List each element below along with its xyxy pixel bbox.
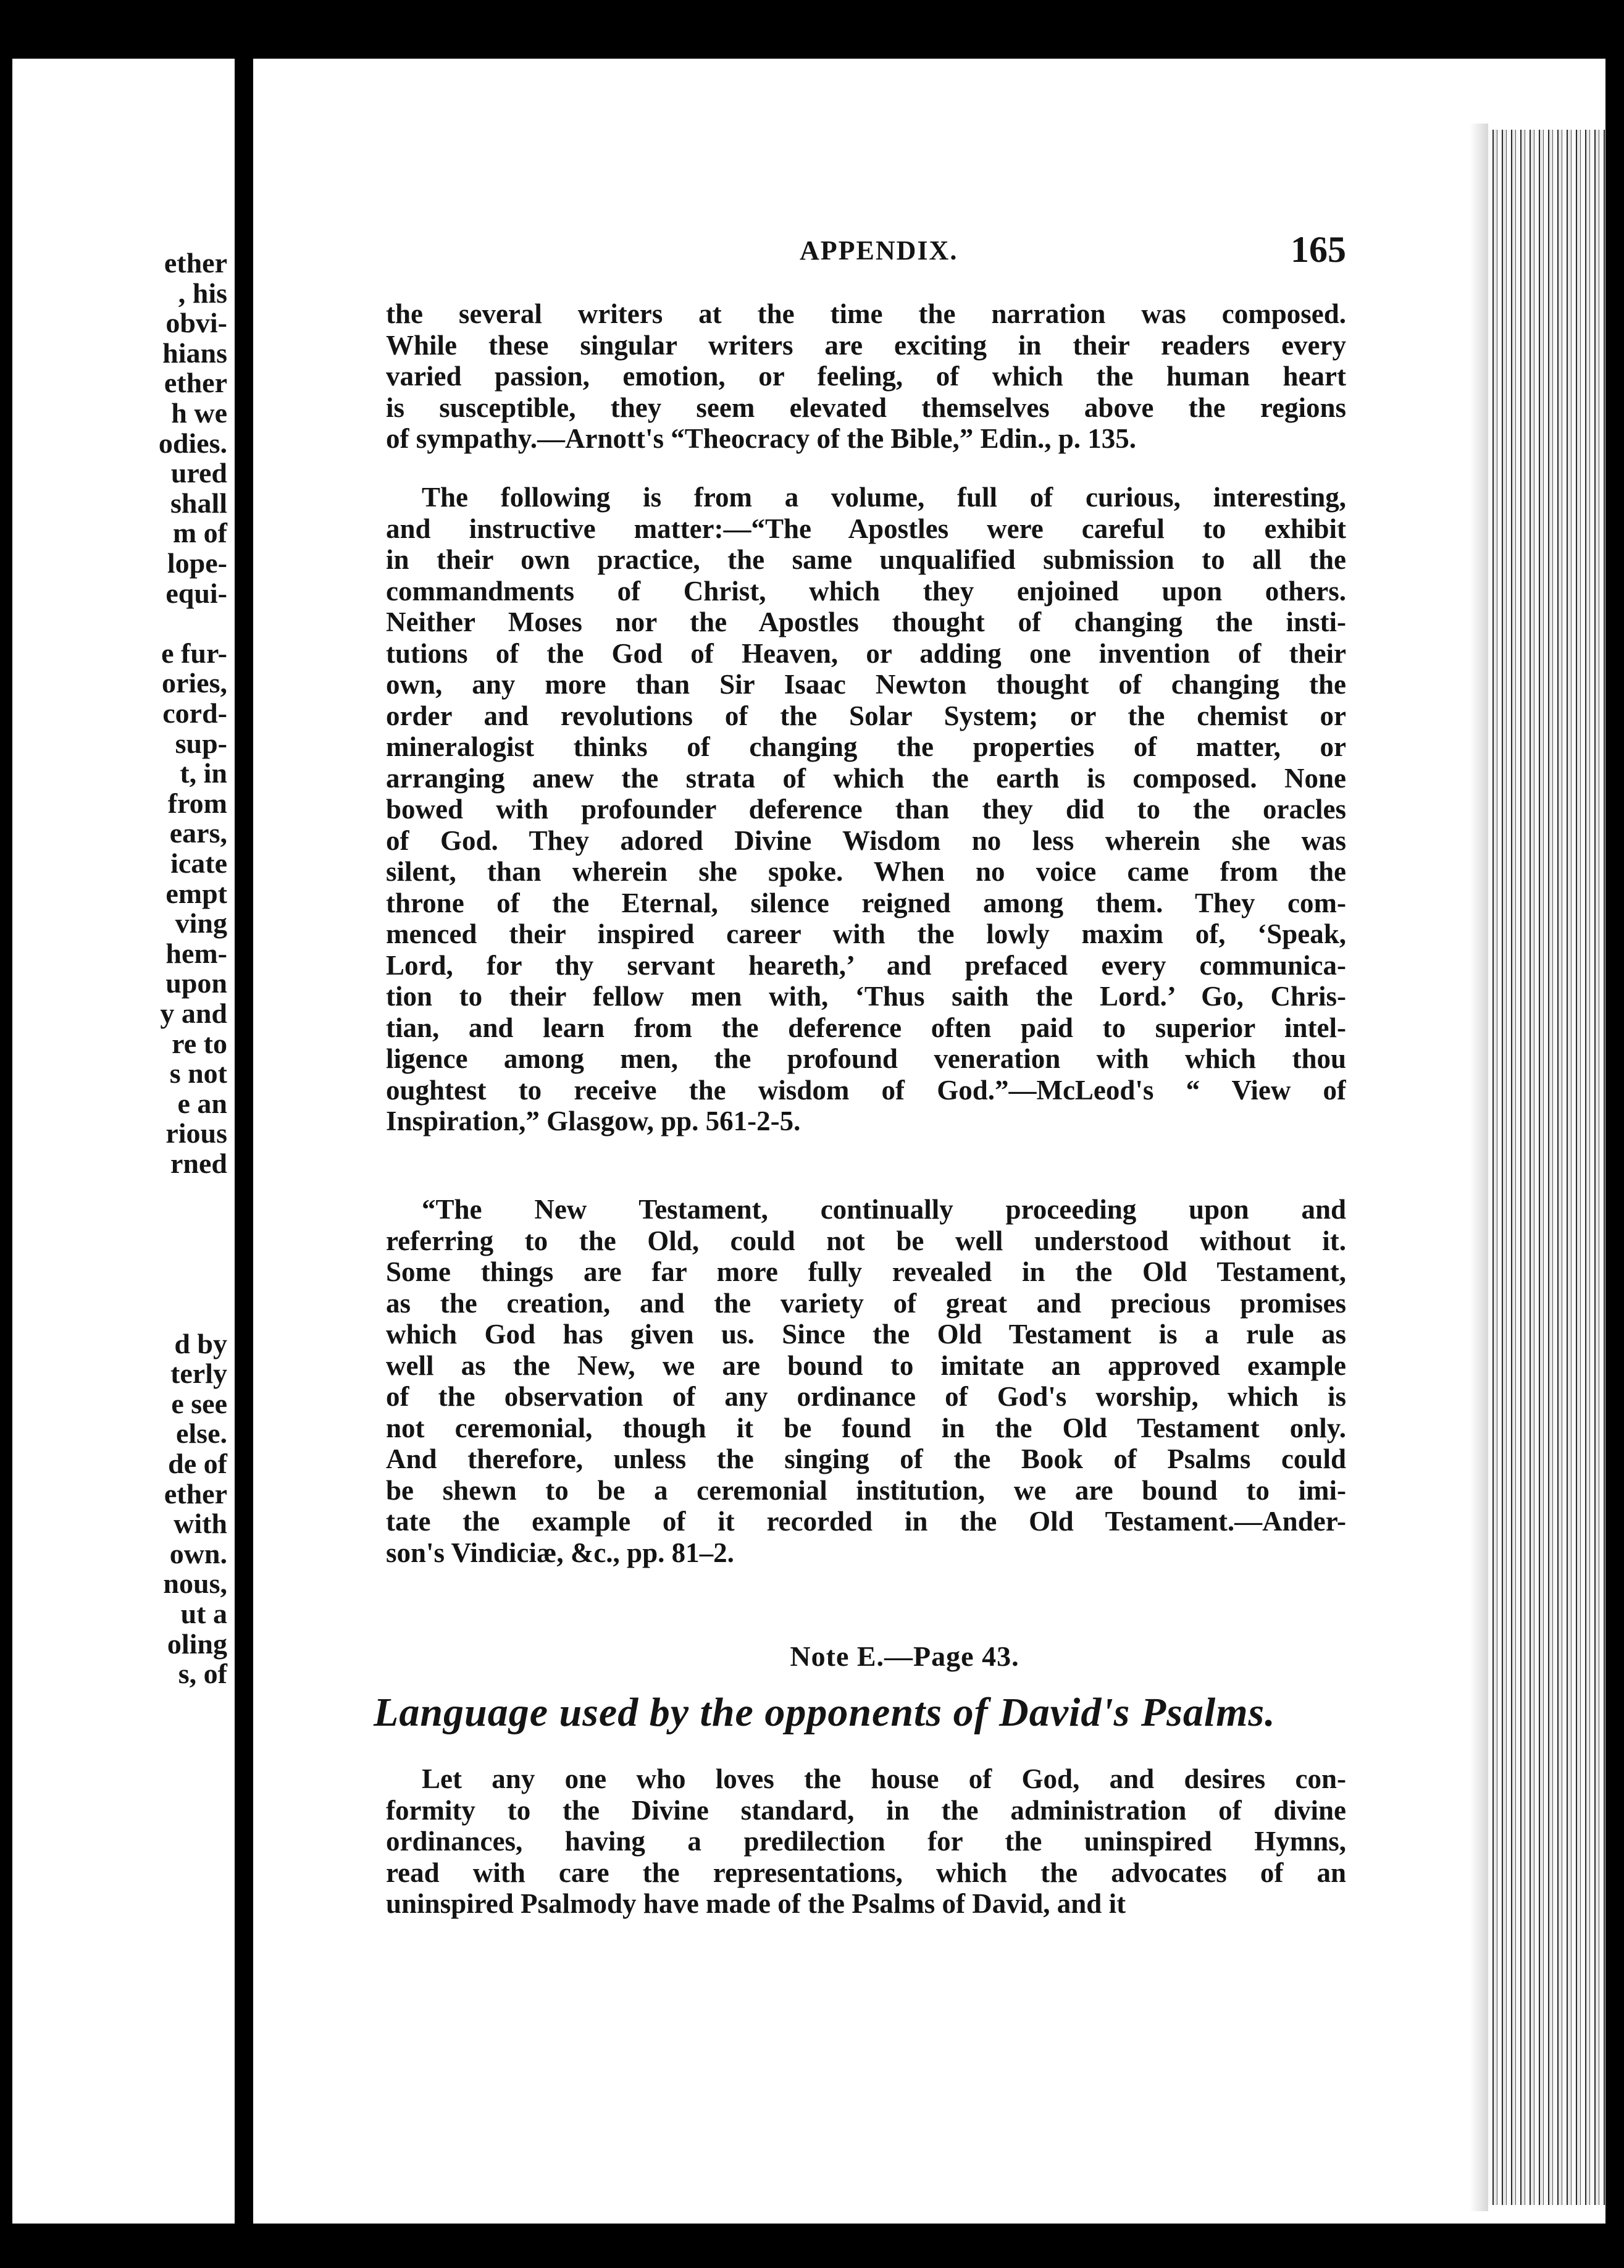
previous-page-text-fragment: ether bbox=[164, 247, 227, 279]
text-line: order and revolutions of the Solar System; or the chemist or bbox=[386, 700, 1346, 731]
paragraph-continuation bbox=[386, 298, 1346, 455]
text-line: While these singular writers are exciting in their readers every bbox=[386, 329, 1346, 361]
previous-page-text-fragment: nous, bbox=[163, 1568, 227, 1600]
text-line: The following is from a volume, full of curious, interesting, bbox=[422, 482, 1346, 513]
previous-page-text-fragment: e see bbox=[171, 1387, 227, 1419]
text-line: varied passion, emotion, or feeling, of which the human heart bbox=[386, 361, 1346, 392]
running-head bbox=[253, 229, 1346, 278]
previous-page-text-fragment: from bbox=[167, 787, 227, 819]
previous-page-text-fragment: d by bbox=[174, 1327, 227, 1359]
text-line: tutions of the God of Heaven, or adding one invention of their bbox=[386, 637, 1346, 669]
previous-page-text-fragment: ving bbox=[175, 907, 227, 939]
text-line: throne of the Eternal, silence reigned among them. They com- bbox=[386, 887, 1346, 918]
paragraph-opponents bbox=[386, 1763, 1346, 1920]
previous-page-text-fragment: odies. bbox=[158, 427, 227, 459]
text-line: Lord, for thy servant heareth,’ and prefaced every communica- bbox=[386, 949, 1346, 981]
text-line: Inspiration,” Glasgow, pp. 561-2-5. bbox=[386, 1106, 801, 1136]
paragraph-mcleod-quote bbox=[386, 482, 1346, 1137]
previous-page-text-fragment: re to bbox=[172, 1027, 227, 1059]
previous-page-text-fragment: equi- bbox=[165, 577, 227, 609]
text-line: of the observation of any ordinance of God's worship, which is bbox=[386, 1381, 1346, 1412]
previous-page-text-fragment: icate bbox=[170, 847, 227, 879]
previous-page-text-fragment: t, in bbox=[180, 757, 227, 789]
previous-page-text-fragment: with bbox=[174, 1508, 227, 1540]
text-line: son's Vindiciæ, &c., pp. 81–2. bbox=[386, 1537, 734, 1568]
previous-page-text-fragment: shall bbox=[170, 487, 227, 519]
text-line: Neither Moses nor the Apostles thought of changing the insti- bbox=[386, 607, 1346, 637]
previous-page-text-fragment: ears, bbox=[169, 817, 227, 849]
text-line: referring to the Old, could not be well understood without it. bbox=[386, 1225, 1346, 1256]
text-line: which God has given us. Since the Old Testament is a rule as bbox=[386, 1319, 1346, 1350]
text-line: in their own practice, the same unqualified submission to all the bbox=[386, 544, 1346, 575]
previous-page-text-fragment: oling bbox=[167, 1628, 227, 1660]
text-line: be shewn to be a ceremonial institution, we are bound to imi- bbox=[386, 1474, 1346, 1506]
previous-page-text-fragment: obvi- bbox=[165, 307, 227, 339]
previous-page-text-fragment: lope- bbox=[167, 547, 227, 579]
previous-page-text-fragment: ut a bbox=[180, 1598, 227, 1629]
text-line: silent, than wherein she spoke. When no voice came from the bbox=[386, 856, 1346, 887]
text-line: “The New Testament, continually proceeding upon and bbox=[422, 1194, 1346, 1225]
text-line: bowed with profounder deference than they did to the oracles bbox=[386, 794, 1346, 825]
text-line: Some things are far more fully revealed in the Old Testament, bbox=[386, 1256, 1346, 1287]
text-line: tion to their fellow men with, ‘Thus saith the Lord.’ Go, Chris- bbox=[386, 981, 1346, 1012]
text-line: is susceptible, they seem elevated themselves above the regions bbox=[386, 392, 1346, 423]
text-line: the several writers at the time the narration was composed. bbox=[386, 298, 1346, 329]
book-gutter bbox=[235, 0, 253, 2268]
text-line: arranging anew the strata of which the earth is composed. None bbox=[386, 762, 1346, 794]
text-line: oughtest to receive the wisdom of God.”—McLeod's “ View of bbox=[386, 1074, 1346, 1106]
previous-page-text-fragment: sup- bbox=[175, 727, 227, 759]
text-line: tate the example of it recorded in the Old Testament.—Ander- bbox=[386, 1506, 1346, 1537]
text-line: not ceremonial, though it be found in the Old Testament only. bbox=[386, 1412, 1346, 1443]
previous-page-text-fragment: upon bbox=[165, 967, 227, 999]
page-number: 165 bbox=[1291, 229, 1346, 270]
previous-page-text-fragment: ether bbox=[164, 1477, 227, 1510]
text-line: mineralogist thinks of changing the properties of matter, or bbox=[386, 731, 1346, 762]
previous-page-text-fragment: terly bbox=[170, 1358, 227, 1390]
previous-page-fragment bbox=[12, 59, 235, 2224]
page-curve-shadow bbox=[1470, 124, 1488, 2211]
previous-page-text-fragment: h we bbox=[171, 397, 227, 429]
running-title: APPENDIX. bbox=[800, 235, 958, 266]
text-line: own, any more than Sir Isaac Newton thought of changing the bbox=[386, 669, 1346, 700]
text-line: Let any one who loves the house of God, and desires con- bbox=[422, 1763, 1346, 1794]
book-page bbox=[253, 59, 1470, 2224]
section-title: Language used by the opponents of David's Psalms. bbox=[374, 1690, 1276, 1735]
text-line: ligence among men, the profound veneration with which thou bbox=[386, 1043, 1346, 1074]
previous-page-text-fragment: y and bbox=[160, 998, 227, 1029]
previous-page-text-fragment: ether bbox=[164, 367, 227, 399]
previous-page-text-fragment: hians bbox=[162, 337, 227, 369]
text-line: and instructive matter:—“The Apostles were careful to exhibit bbox=[386, 513, 1346, 544]
previous-page-text-fragment: rious bbox=[165, 1117, 227, 1149]
text-line: And therefore, unless the singing of the Book of Psalms could bbox=[386, 1443, 1346, 1474]
previous-page-text-fragment: m of bbox=[172, 517, 227, 549]
text-line: formity to the Divine standard, in the administration of divine bbox=[386, 1794, 1346, 1826]
previous-page-text-fragment: s, of bbox=[178, 1658, 227, 1690]
previous-page-text-fragment: hem- bbox=[165, 937, 227, 969]
previous-page-text-fragment: de of bbox=[168, 1448, 227, 1479]
previous-page-text-fragment: empt bbox=[165, 877, 227, 909]
text-line: menced their inspired career with the lowly maxim of, ‘Speak, bbox=[386, 918, 1346, 949]
previous-page-text-fragment: e fur- bbox=[161, 637, 227, 669]
previous-page-text-fragment: s not bbox=[169, 1057, 227, 1090]
previous-page-text-fragment: , his bbox=[178, 277, 227, 309]
previous-page-text-fragment: ories, bbox=[161, 667, 227, 699]
previous-page-text-fragment: own. bbox=[169, 1537, 227, 1569]
note-heading: Note E.—Page 43. bbox=[790, 1640, 1019, 1672]
text-line: tian, and learn from the deference often paid to superior intel- bbox=[386, 1012, 1346, 1043]
previous-page-text-fragment: rned bbox=[170, 1148, 227, 1179]
paragraph-anderson-quote bbox=[386, 1194, 1346, 1568]
previous-page-text-fragment: cord- bbox=[162, 697, 227, 729]
scan-border-right bbox=[1605, 0, 1624, 2268]
text-line: as the creation, and the variety of great and precious promises bbox=[386, 1287, 1346, 1319]
text-line: of sympathy.—Arnott's “Theocracy of the Bible,” Edin., p. 135. bbox=[386, 423, 1137, 454]
text-line: well as the New, we are bound to imitate an approved example bbox=[386, 1350, 1346, 1381]
page-edges bbox=[1488, 130, 1605, 2205]
previous-page-text-fragment: else. bbox=[175, 1418, 227, 1450]
text-line: read with care the representations, which the advocates of an bbox=[386, 1857, 1346, 1888]
previous-page-text-fragment: ured bbox=[170, 457, 227, 489]
text-line: uninspired Psalmody have made of the Psalms of David, and it bbox=[386, 1888, 1126, 1919]
previous-page-text-fragment: e an bbox=[177, 1087, 227, 1119]
text-line: ordinances, having a predilection for the uninspired Hymns, bbox=[386, 1826, 1346, 1857]
text-line: commandments of Christ, which they enjoined upon others. bbox=[386, 575, 1346, 607]
text-line: of God. They adored Divine Wisdom no less wherein she was bbox=[386, 825, 1346, 856]
scan-border-left bbox=[0, 0, 12, 2268]
